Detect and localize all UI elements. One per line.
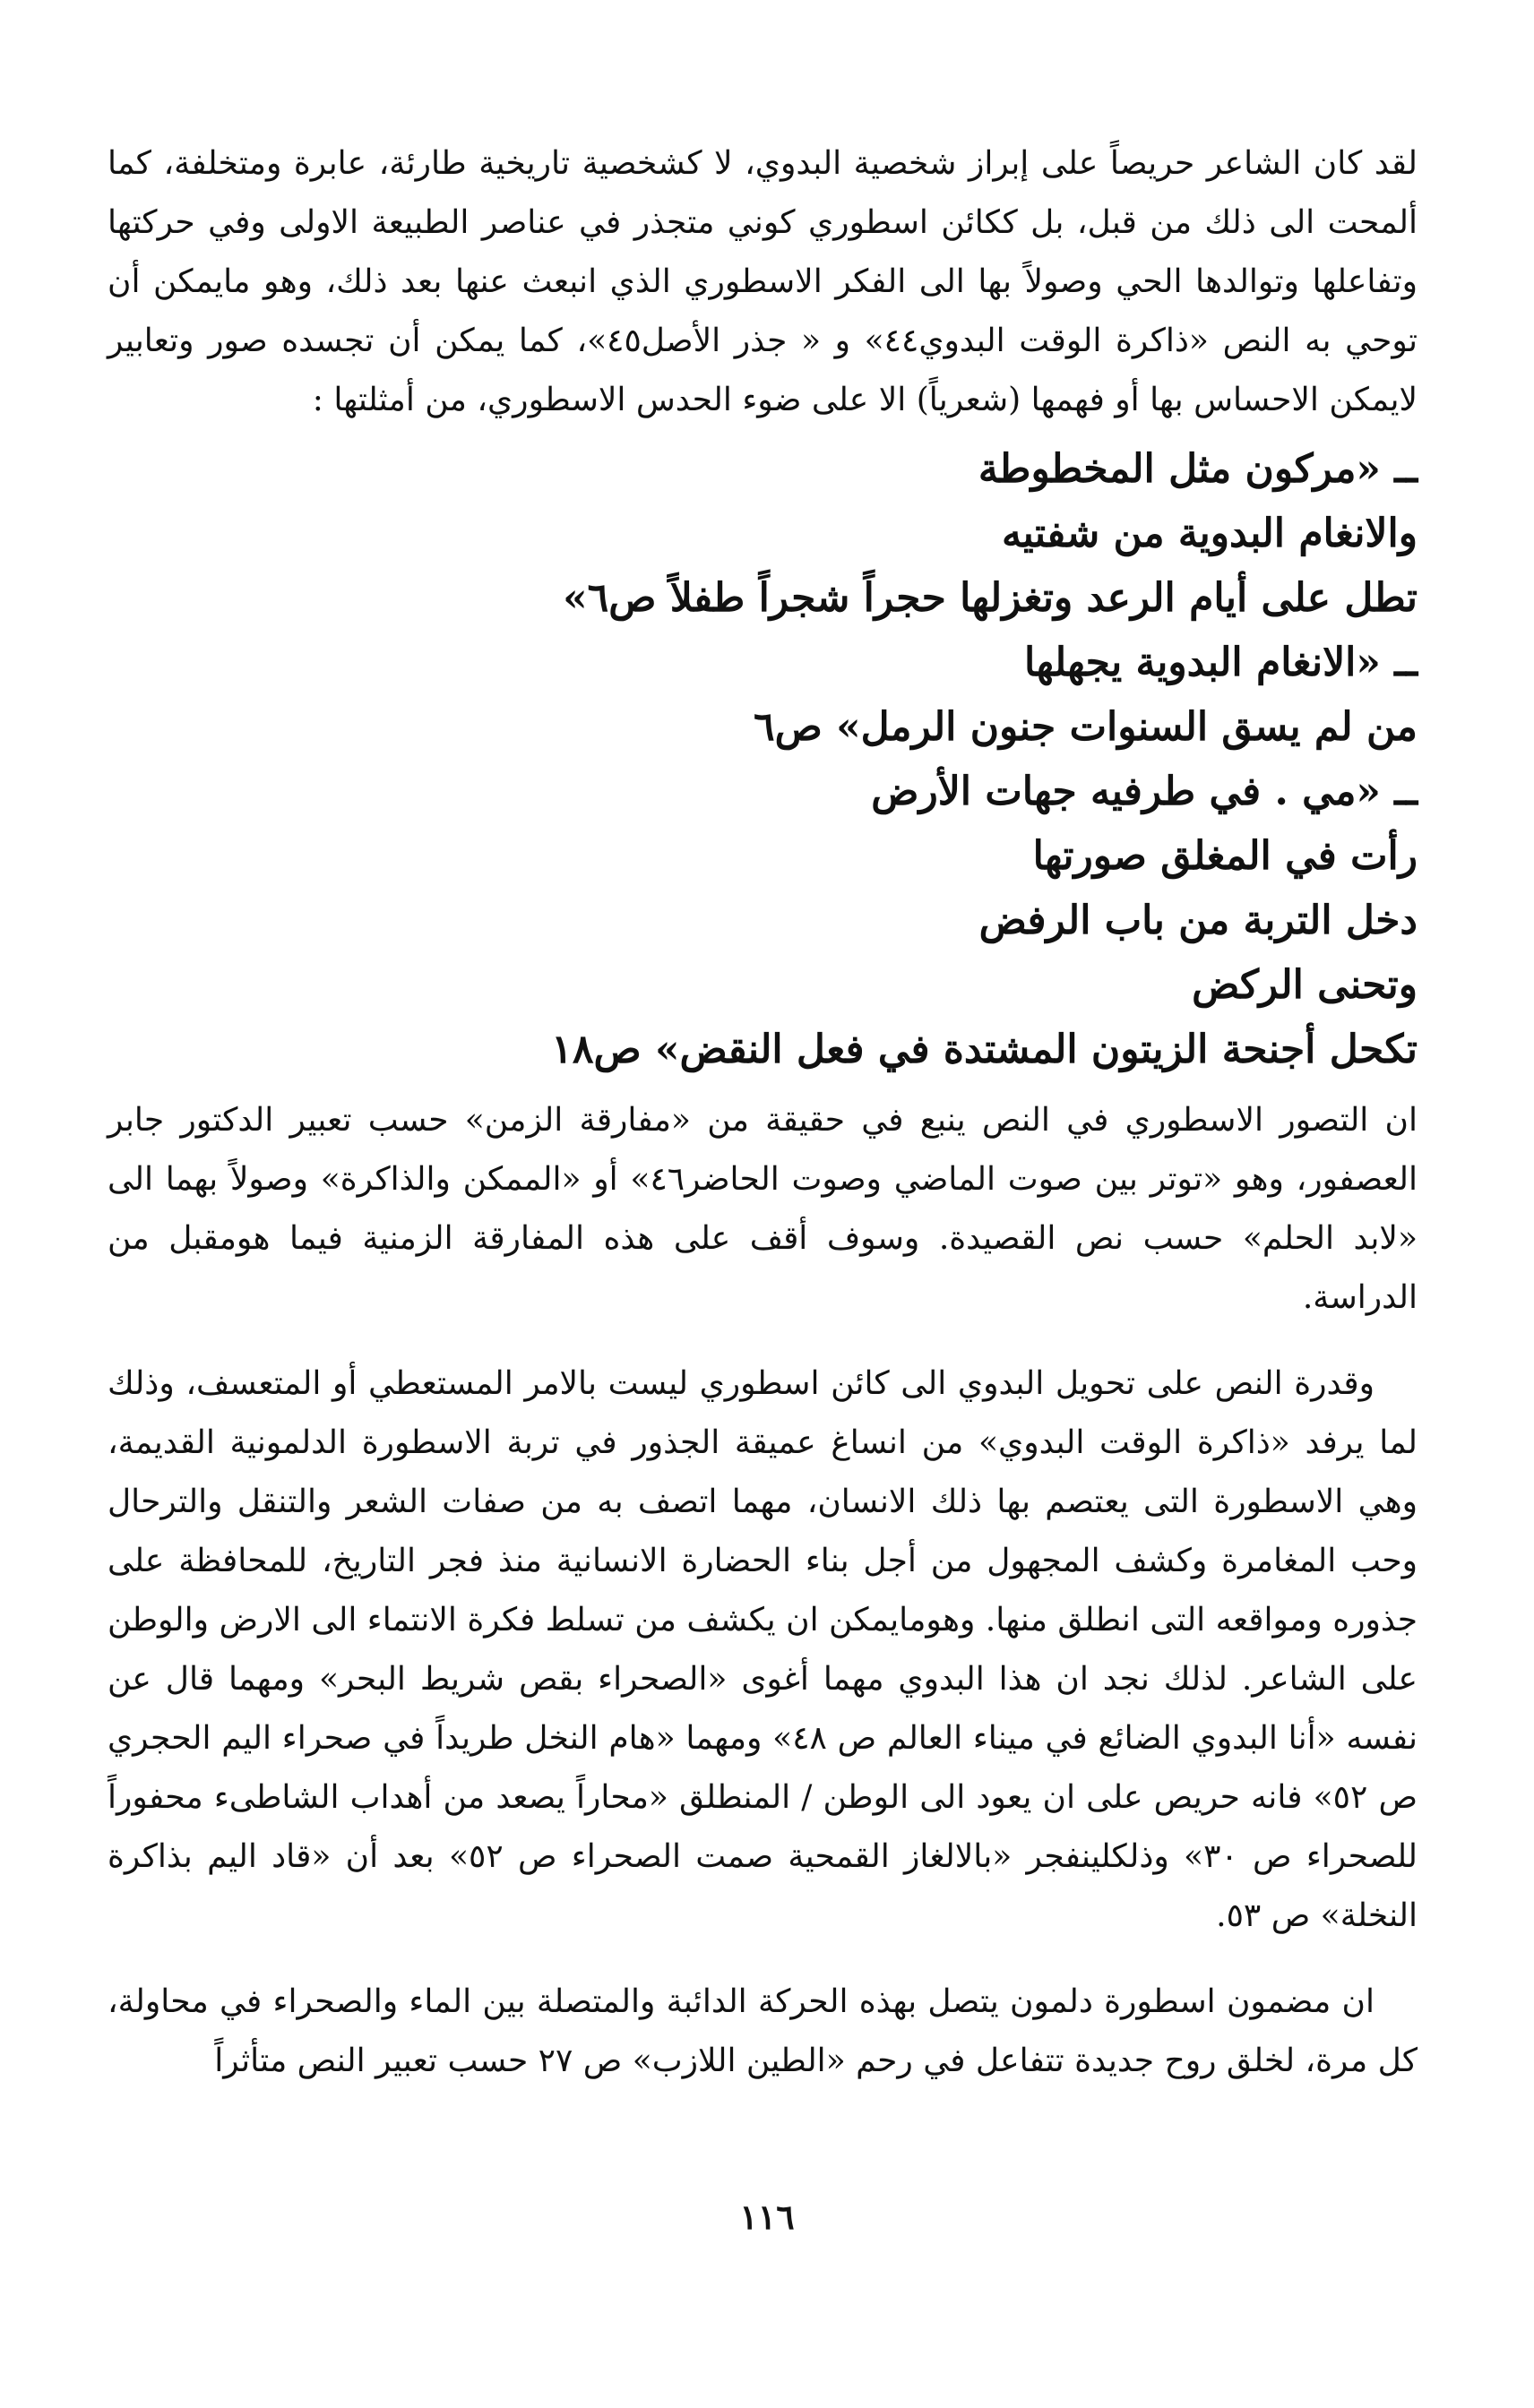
poem-line: من لم يسق السنوات جنون الرمل» ص٦ bbox=[753, 704, 1418, 750]
paragraph-intro: لقد كان الشاعر حريصاً على إبراز شخصية البدوي، لا كشخصية تاريخية طارئة، عابرة ومتخلفة، كما ألمحت الى ذلك من قبل، بل ككائن اسطوري كوني متجذر في عناصر الطبيعة الاولى وفي حركتها وتفاعلها وتوالدها الحي وصولاً بها الى الفكر الاسطوري الذي انبعث عنها بعد ذلك، وهو مايمكن أن توحي به النص «ذاكرة الوقت البدوي٤٤» و « جذر الأصل٤٥»، كما يمكن أن تجسده صور وتعابير لايمكن الاحساس بها أو فهمها (شعرياً) الا على ضوء الحدس الاسطوري، من أمثلتها : bbox=[108, 145, 1418, 418]
poem-line: وتحنى الركض bbox=[1192, 962, 1418, 1008]
poem-line: تكحل أجنحة الزيتون المشتدة في فعل النقض» ص١٨ bbox=[551, 1027, 1418, 1072]
poem-line: ــ «مركون مثل المخطوطة bbox=[978, 446, 1418, 492]
paragraph-dilmun-myth: ان مضمون اسطورة دلمون يتصل بهذه الحركة الدائبة والمتصلة بين الماء والصحراء في محاولة، كل مرة، لخلق روح جديدة تتفاعل في رحم «الطين اللازب» ص ٢٧ حسب تعبير النص متأثراً bbox=[108, 1983, 1418, 2079]
poem-line: ــ «مي . في طرفيه جهات الأرض bbox=[871, 769, 1418, 814]
poem-line: دخل التربة من باب الرفض bbox=[978, 898, 1418, 943]
paragraph-bedouin-myth: وقدرة النص على تحويل البدوي الى كائن اسطوري ليست بالامر المستعطي أو المتعسف، وذلك لما يرفد «ذاكرة الوقت البدوي» من انساغ عميقة الجذور في تربة الاسطورة الدلمونية القديمة، وهي الاسطورة التى يعتصم بها ذلك الانسان، مهما اتصف به من صفات الشعر والتنقل والترحال وحب المغامرة وكشف المجهول من أجل بناء الحضارة الانسانية منذ فجر التاريخ، للمحافظة على جذوره ومواقعه التى انطلق منها. وهومايمكن ان يكشف من تسلط فكرة الانتماء الى الارض والوطن على الشاعر. لذلك نجد ان هذا البدوي مهما أغوى «الصحراء بقص شريط البحر» ومهما قال عن نفسه «أنا البدوي الضائع في ميناء العالم ص ٤٨» ومهما «هام النخل طريداً في صحراء اليم الحجري ص ٥٢» فانه حريص على ان يعود الى الوطن / المنطلق «محاراً يصعد من أهداب الشاطىء محفوراً للصحراء ص ٣٠» وذلكلينفجر «بالالغاز القمحية صمت الصحراء ص ٥٢» بعد أن «قاد اليم بذاكرة النخلة» ص ٥٣. bbox=[108, 1365, 1418, 1934]
poem-line: ــ «الانغام البدوية يجهلها bbox=[1024, 640, 1418, 685]
page-number: ١١٦ bbox=[739, 2197, 795, 2237]
poem-excerpt bbox=[108, 437, 1418, 1082]
poem-line: والانغام البدوية من شفتيه bbox=[1001, 511, 1418, 556]
poem-line: تطل على أيام الرعد وتغزلها حجراً شجراً طفلاً ص٦» bbox=[563, 575, 1418, 621]
paragraph-mythic-vision: ان التصور الاسطوري في النص ينبع في حقيقة من «مفارقة الزمن» حسب تعبير الدكتور جابر العصفور، وهو «توتر بين صوت الماضي وصوت الحاضر٤٦» أو «الممكن والذاكرة» وصولاً بهما الى «لابد الحلم» حسب نص القصيدة. وسوف أقف على هذه المفارقة الزمنية فيما هومقبل من الدراسة. bbox=[108, 1102, 1418, 1316]
poem-line: رأت في المغلق صورتها bbox=[1032, 833, 1418, 879]
page-body bbox=[108, 134, 1418, 2091]
